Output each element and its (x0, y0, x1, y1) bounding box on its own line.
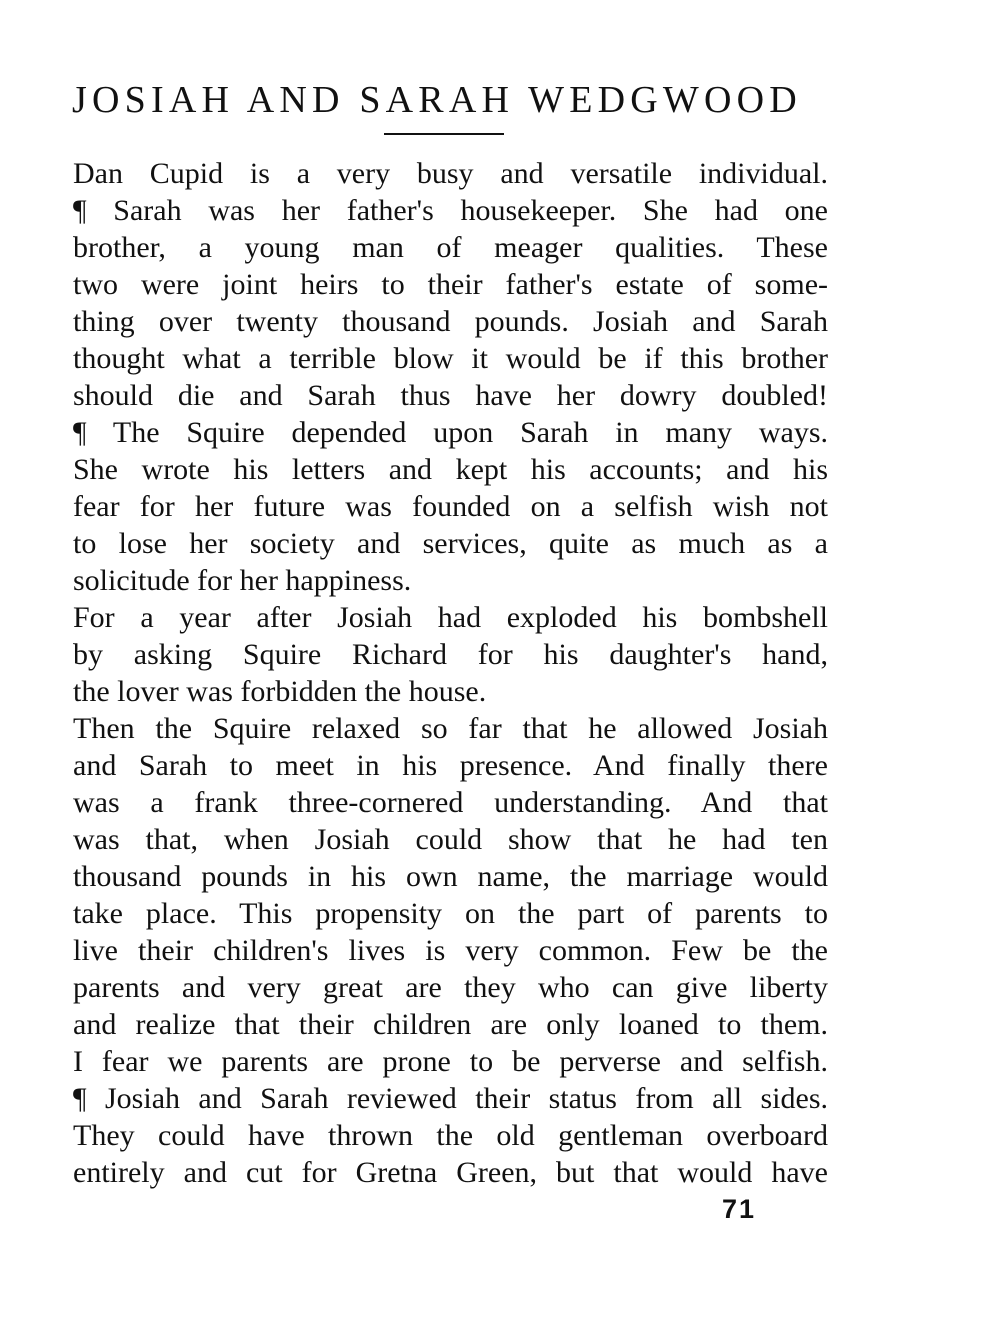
text-line: two were joint heirs to their father's estate of some- (73, 268, 828, 301)
text-line: by asking Squire Richard for his daughter's hand, (73, 638, 828, 671)
text-line: was that, when Josiah could show that he had ten (73, 823, 828, 856)
text-line: For a year after Josiah had exploded his bombshell (73, 601, 828, 634)
page-number: 71 (722, 1194, 757, 1224)
text-line: and realize that their children are only loaned to them. (73, 1008, 828, 1041)
text-line: and Sarah to meet in his presence. And finally there (73, 749, 828, 782)
body-text (73, 155, 828, 1191)
text-line: thing over twenty thousand pounds. Josiah and Sarah (73, 305, 828, 338)
text-line: take place. This propensity on the part of parents to (73, 897, 828, 930)
text-line: should die and Sarah thus have her dowry doubled! (73, 379, 828, 412)
text-line: thought what a terrible blow it would be if this brother (73, 342, 828, 375)
text-line: parents and very great are they who can give liberty (73, 971, 828, 1004)
text-line: She wrote his letters and kept his accounts; and his (73, 453, 828, 486)
text-line: solicitude for her happiness. (73, 564, 412, 597)
text-line: I fear we parents are prone to be perverse and selfish. (73, 1045, 828, 1078)
text-line: the lover was forbidden the house. (73, 675, 487, 708)
text-line: entirely and cut for Gretna Green, but that would have (73, 1156, 828, 1189)
text-line: ¶ Josiah and Sarah reviewed their status from all sides. (73, 1082, 828, 1115)
text-line: Dan Cupid is a very busy and versatile individual. (73, 157, 828, 190)
text-line: to lose her society and services, quite as much as a (73, 527, 828, 560)
text-line: ¶ The Squire depended upon Sarah in many ways. (73, 416, 828, 449)
text-line: was a frank three-cornered understanding. And that (73, 786, 828, 819)
running-head: JOSIAH AND SARAH WEDGWOOD (72, 79, 802, 121)
text-line: Then the Squire relaxed so far that he allowed Josiah (73, 712, 828, 745)
text-line: thousand pounds in his own name, the marriage would (73, 860, 828, 893)
head-rule (384, 133, 504, 135)
text-line: fear for her future was founded on a selfish wish not (73, 490, 828, 523)
text-line: ¶ Sarah was her father's housekeeper. She had one (73, 194, 828, 227)
text-line: brother, a young man of meager qualities. These (73, 231, 828, 264)
text-line: They could have thrown the old gentleman overboard (73, 1119, 828, 1152)
text-line: live their children's lives is very common. Few be the (73, 934, 828, 967)
